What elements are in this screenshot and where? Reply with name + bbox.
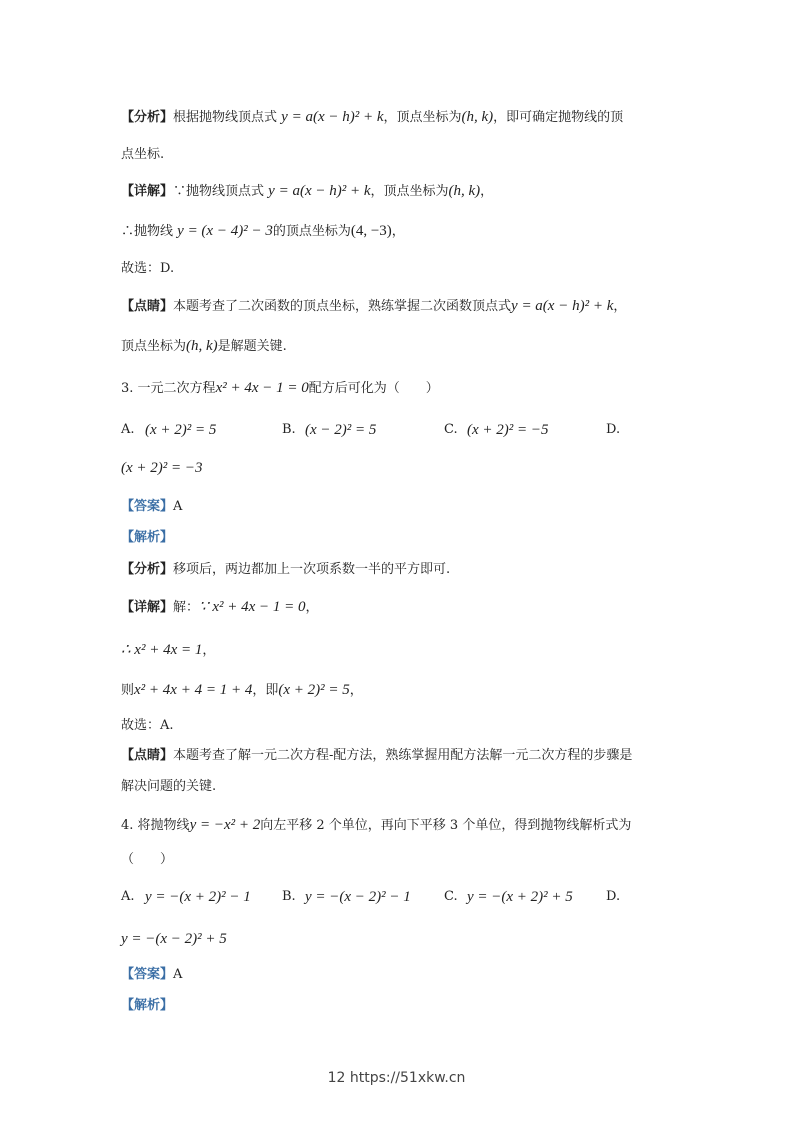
q4-option-b: y = −(x − 2)² − 1 [305, 889, 411, 905]
vertex-hk: (h, k) [448, 183, 481, 199]
detail-tag: 【详解】 [121, 184, 174, 199]
q4-jiexi [121, 996, 675, 1016]
comment-tag: 【点睛】 [121, 748, 174, 763]
q3-option-d-label: D. [606, 422, 621, 437]
q4-option-b-label: B. [282, 889, 296, 904]
step-text: ，即 [252, 683, 279, 698]
q3-comment [121, 746, 675, 766]
punctuation: ， [613, 299, 627, 314]
q3-option-b: (x − 2)² = 5 [305, 422, 377, 438]
analysis-text: 根据抛物线顶点式 [173, 110, 278, 125]
comment-text: 本题考查了二次函数的顶点坐标，熟练掌握二次函数顶点式 [173, 299, 512, 314]
q4-stem-cont [121, 850, 675, 870]
step-formula: x² + 4x + 4 = 1 + 4 [134, 682, 253, 698]
vertex-form-formula: y = a(x − h)² + k [268, 183, 371, 199]
q3-option-d: (x + 2)² = −3 [121, 460, 203, 476]
q2-analysis [121, 107, 675, 128]
punctuation: ， [480, 184, 494, 199]
step-text: 则 [121, 683, 135, 698]
comment-text: 顶点坐标为 [121, 339, 187, 354]
stem-text: 配方后可化为（ ） [308, 381, 439, 396]
q4-option-d: y = −(x − 2)² + 5 [121, 931, 227, 947]
q3-option-a-label: A. [121, 422, 135, 437]
analysis-tag: 【分析】 [121, 110, 174, 125]
step-formula: ∴ x² + 4x = 1 [121, 642, 203, 658]
analysis-text: ，顶点坐标为 [383, 110, 462, 125]
stem-text: 一元二次方程 [137, 381, 216, 396]
analysis-text: 移项后，两边都加上一次项系数一半的平方即可. [173, 562, 451, 577]
vertex-hk: (h, k) [186, 338, 218, 354]
comment-text: 是解题关键. [217, 339, 287, 354]
detail-text: ，顶点坐标为 [370, 184, 449, 199]
vertex-value: (4, −3) [350, 223, 392, 239]
comment-text: 本题考查了解一元二次方程-配方法，熟练掌握用配方法解一元二次方程的步骤是 [173, 748, 633, 763]
answer-tag: 【答案】 [121, 967, 174, 982]
q4-option-a: y = −(x + 2)² − 1 [145, 889, 251, 905]
question-number: 4. [121, 818, 134, 833]
q3-step2 [121, 640, 675, 661]
jiexi-tag: 【解析】 [121, 530, 174, 545]
answer-paren: （ ） [121, 852, 174, 867]
q3-jiexi [121, 528, 675, 548]
vertex-form-formula: y = a(x − h)² + k [281, 109, 384, 125]
punctuation: ， [349, 683, 363, 698]
stem-text: 将抛物线 [137, 818, 190, 833]
therefore-text: 的顶点坐标为 [272, 224, 351, 239]
therefore-text: ∴抛物线 [121, 224, 174, 239]
punctuation: ， [202, 643, 216, 658]
vertex-form-formula: y = a(x − h)² + k [511, 298, 614, 314]
q2-choose [121, 259, 675, 279]
q3-comment-cont [121, 777, 675, 797]
page-footer: 12 https://51xkw.cn [327, 1070, 466, 1086]
step-formula: (x + 2)² = 5 [278, 682, 350, 698]
answer-value: A [173, 499, 183, 514]
q2-comment [121, 296, 675, 317]
q2-comment-cont [121, 336, 675, 357]
analysis-text: 点坐标. [121, 147, 165, 162]
choose-text: 故选：D. [121, 261, 175, 276]
comment-text: 解决问题的关键. [121, 779, 217, 794]
q3-option-c: (x + 2)² = −5 [467, 422, 549, 438]
q2-therefore [121, 221, 675, 242]
detail-text: 解： [173, 600, 200, 615]
q4-option-c: y = −(x + 2)² + 5 [467, 889, 573, 905]
choose-text: 故选：A. [121, 718, 174, 733]
q4-option-a-label: A. [121, 889, 135, 904]
jiexi-tag: 【解析】 [121, 998, 174, 1013]
q4-stem [121, 815, 675, 836]
q3-option-a: (x + 2)² = 5 [145, 422, 217, 438]
comment-tag: 【点睛】 [121, 299, 174, 314]
question-number: 3. [121, 381, 134, 396]
detail-text: ∵抛物线顶点式 [173, 184, 265, 199]
q3-option-b-label: B. [282, 422, 296, 437]
q3-stem [121, 378, 675, 399]
q4-option-c-label: C. [444, 889, 458, 904]
parabola-formula: y = −x² + 2 [189, 817, 261, 833]
q3-option-c-label: C. [444, 422, 458, 437]
punctuation: ， [391, 224, 405, 239]
q3-step3 [121, 680, 675, 701]
equation-formula: ∵ x² + 4x − 1 = 0 [199, 599, 306, 615]
punctuation: ， [305, 600, 319, 615]
q3-answer [121, 497, 675, 517]
detail-tag: 【详解】 [121, 600, 174, 615]
q2-analysis-cont [121, 145, 675, 165]
vertex-hk: (h, k) [461, 109, 494, 125]
q3-detail [121, 597, 675, 618]
q4-option-d-label: D. [606, 889, 621, 904]
analysis-text: ，即可确定抛物线的顶 [493, 110, 624, 125]
given-parabola-formula: y = (x − 4)² − 3 [177, 223, 273, 239]
q4-answer [121, 965, 675, 985]
q3-choose [121, 716, 675, 736]
equation-formula: x² + 4x − 1 = 0 [215, 380, 309, 396]
stem-text: 向左平移 2 个单位，再向下平移 3 个单位，得到抛物线解析式为 [260, 818, 632, 833]
q2-detail [121, 181, 675, 202]
analysis-tag: 【分析】 [121, 562, 174, 577]
q3-analysis [121, 560, 675, 580]
answer-tag: 【答案】 [121, 499, 174, 514]
answer-value: A [173, 967, 183, 982]
